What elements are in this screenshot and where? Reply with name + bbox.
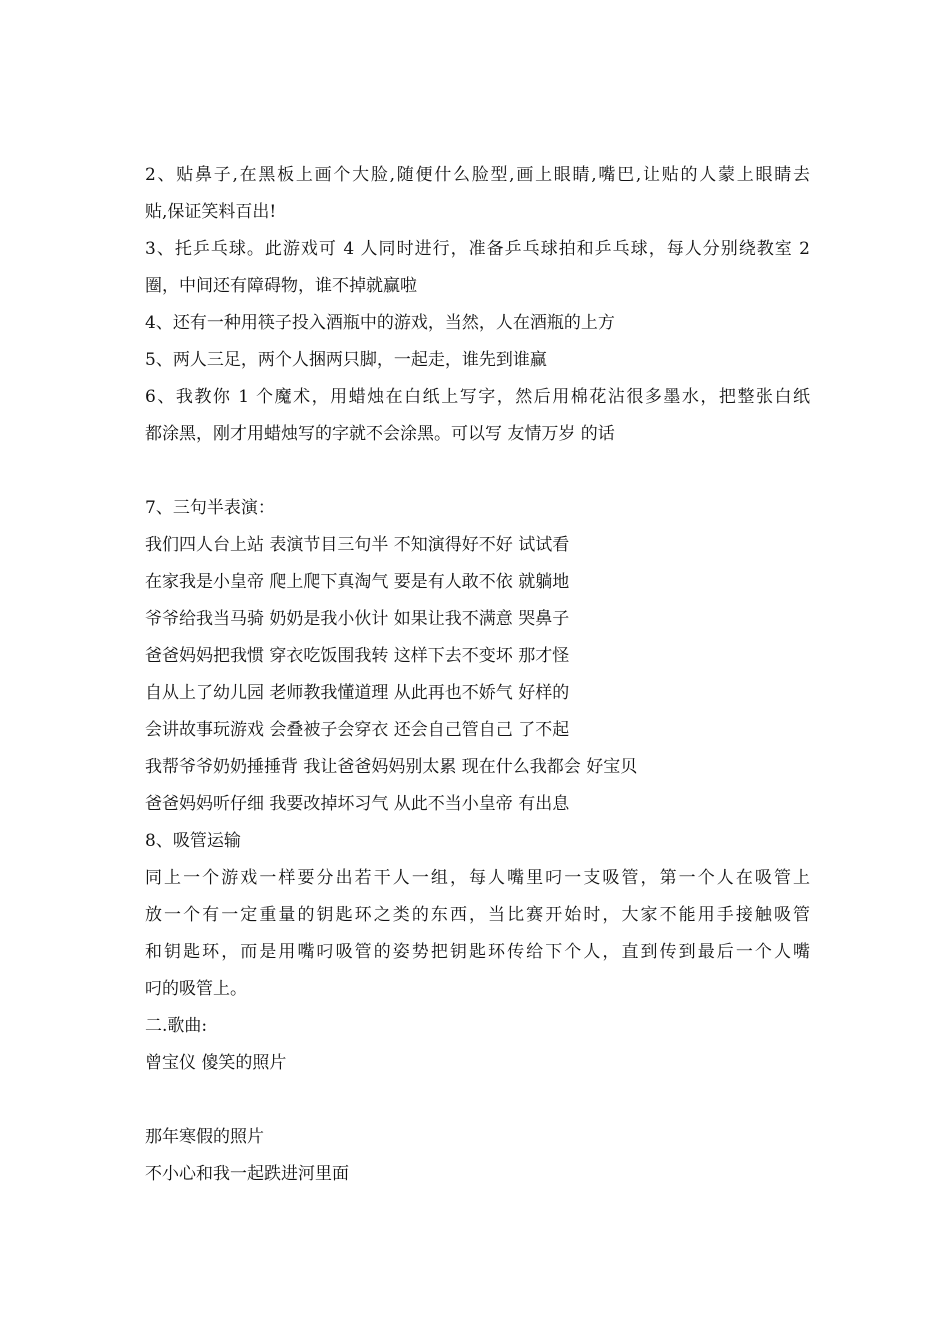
- section-heading: 7、三句半表演：: [145, 498, 275, 518]
- blank-line: [145, 1082, 810, 1119]
- poem-line: 爸爸妈妈听仔细 我要改掉坏习气 从此不当小皇帝 有出息: [145, 794, 570, 814]
- document-body: [145, 157, 810, 1193]
- poem-line: 爷爷给我当马骑 奶奶是我小伙计 如果让我不满意 哭鼻子: [145, 609, 570, 629]
- paragraph-line: 3、托乒乓球。此游戏可 4 人同时进行，准备乒乓球拍和乒乓球，每人分别绕教室 2: [145, 239, 810, 259]
- paragraph-line: 都涂黑，刚才用蜡烛写的字就不会涂黑。可以写 友情万岁 的话: [145, 424, 615, 444]
- paragraph-line: 放一个有一定重量的钥匙环之类的东西，当比赛开始时，大家不能用手接触吸管: [145, 905, 810, 925]
- lyric-line: 那年寒假的照片: [145, 1127, 264, 1147]
- poem-line: 我们四人台上站 表演节目三句半 不知演得好不好 试试看: [145, 535, 570, 555]
- paragraph-line: 贴,保证笑料百出!: [145, 202, 277, 222]
- song-title: 曾宝仪 傻笑的照片: [145, 1053, 287, 1073]
- blank-line: [145, 453, 810, 490]
- paragraph-line: 4、还有一种用筷子投入酒瓶中的游戏，当然，人在酒瓶的上方: [145, 313, 615, 333]
- poem-line: 自从上了幼儿园 老师教我懂道理 从此再也不娇气 好样的: [145, 683, 570, 703]
- poem-line: 会讲故事玩游戏 会叠被子会穿衣 还会自己管自己 了不起: [145, 720, 570, 740]
- paragraph-line: 5、两人三足，两个人捆两只脚，一起走，谁先到谁赢: [145, 350, 547, 370]
- section-heading: 二.歌曲:: [145, 1016, 208, 1036]
- poem-line: 我帮爷爷奶奶捶捶背 我让爸爸妈妈别太累 现在什么我都会 好宝贝: [145, 757, 638, 777]
- poem-line: 在家我是小皇帝 爬上爬下真淘气 要是有人敢不依 就躺地: [145, 572, 570, 592]
- poem-line: 爸爸妈妈把我惯 穿衣吃饭围我转 这样下去不变坏 那才怪: [145, 646, 570, 666]
- paragraph-line: 同上一个游戏一样要分出若干人一组，每人嘴里叼一支吸管，第一个人在吸管上: [145, 868, 810, 888]
- paragraph-line: 叼的吸管上。: [145, 979, 247, 999]
- paragraph-line: 6、我教你 1 个魔术，用蜡烛在白纸上写字，然后用棉花沾很多墨水，把整张白纸: [145, 387, 810, 407]
- paragraph-line: 圈，中间还有障碍物，谁不掉就赢啦: [145, 276, 417, 296]
- lyric-line: 不小心和我一起跌进河里面: [145, 1164, 349, 1184]
- section-heading: 8、吸管运输: [145, 831, 241, 851]
- paragraph-line: 和钥匙环，而是用嘴叼吸管的姿势把钥匙环传给下个人，直到传到最后一个人嘴: [145, 942, 810, 962]
- paragraph-line: 2、贴鼻子,在黑板上画个大脸,随便什么脸型,画上眼睛,嘴巴,让贴的人蒙上眼睛去: [145, 165, 810, 185]
